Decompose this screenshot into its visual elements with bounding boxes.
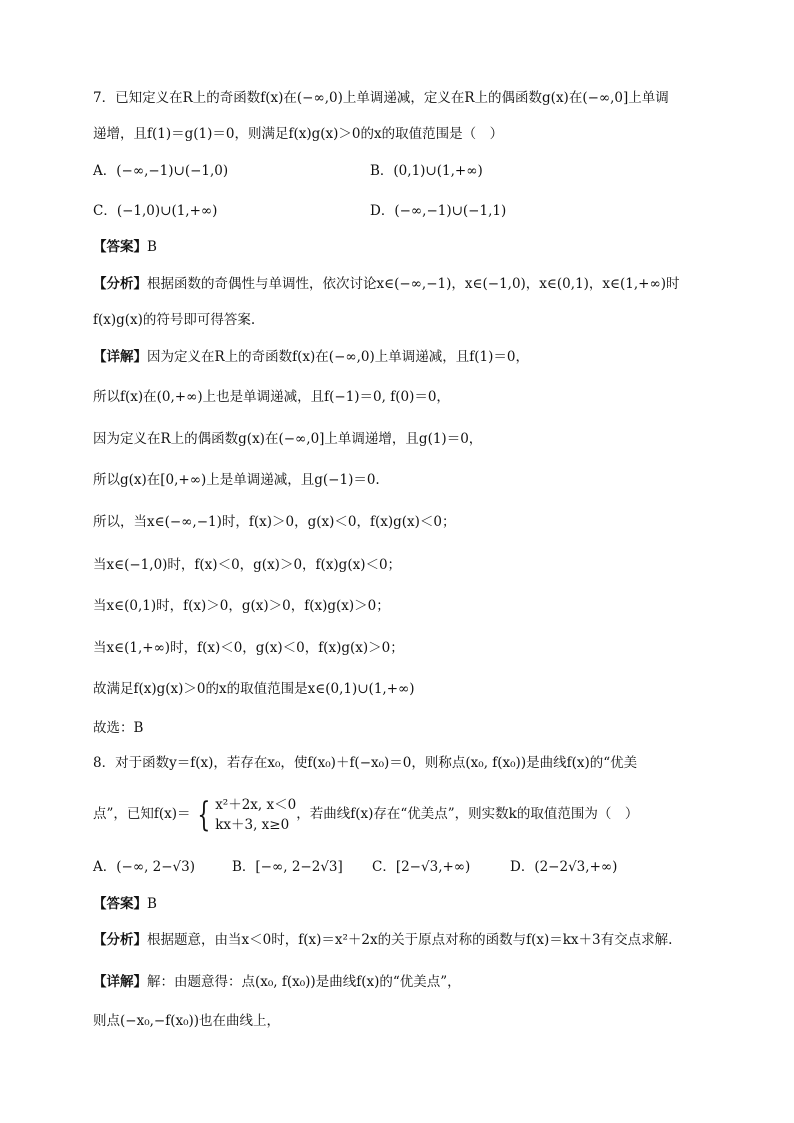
q8-option-c: C．[2−√3,+∞) (372, 859, 471, 875)
q7-stem-line1: 7．已知定义在R上的奇函数f(x)在(−∞,0)上单调递减，定义在R上的偶函数g(x)在(−∞,0]上单调 (93, 90, 669, 106)
q7-detail-line9: 故满足f(x)g(x)＞0的x的取值范围是x∈(0,1)∪(1,+∞) (93, 681, 415, 697)
case-1: x²＋2x, x＜0 (215, 796, 297, 813)
q7-analysis-line1 (93, 274, 680, 294)
q7-detail-line2: 所以f(x)在(0,+∞)上也是单调递减，且f(−1)＝0, f(0)＝0， (93, 389, 450, 405)
q7-detail-line10: 故选：B (93, 720, 144, 736)
q8-analysis (93, 930, 672, 950)
q7-detail-line4: 所以g(x)在[0,+∞)上是单调递减，且g(−1)＝0. (93, 472, 380, 488)
q8-detail-line2: 则点(−x₀,−f(x₀))也在曲线上， (93, 1013, 281, 1029)
analysis-tag: 【分析】 (93, 276, 147, 292)
q7-detail-line3: 因为定义在R上的偶函数g(x)在(−∞,0]上单调递增，且g(1)＝0， (93, 431, 483, 447)
piecewise-brace: { (196, 794, 210, 835)
q8-option-b: B．[−∞, 2−2√3] (232, 859, 343, 875)
q8-stem-suffix: ，若曲线f(x)存在“优美点”，则实数k的取值范围为（ ） (296, 806, 639, 822)
q7-stem-line2: 递增，且f(1)＝g(1)＝0，则满足f(x)g(x)＞0的x的取值范围是（ ） (93, 126, 504, 142)
q7-option-c: C．(−1,0)∪(1,+∞) (93, 203, 218, 219)
answer-value: B (147, 896, 157, 912)
q7-detail-line5: 所以，当x∈(−∞,−1)时，f(x)＞0，g(x)＜0，f(x)g(x)＜0； (93, 514, 456, 530)
answer-tag: 【答案】 (93, 239, 147, 255)
answer-tag: 【答案】 (93, 896, 147, 912)
analysis-text: 根据题意，由当x＜0时，f(x)＝x²＋2x的关于原点对称的函数与f(x)＝kx＋3有交点求解. (147, 932, 673, 948)
q7-analysis-line2: f(x)g(x)的符号即可得答案. (93, 312, 256, 328)
q8-stem-line2 (93, 794, 638, 835)
q7-detail-line6: 当x∈(−1,0)时，f(x)＜0，g(x)＞0，f(x)g(x)＜0； (93, 557, 402, 573)
q7-option-a: A．(−∞,−1)∪(−1,0) (93, 163, 229, 179)
analysis-tag: 【分析】 (93, 932, 147, 948)
q7-detail-line1 (93, 347, 529, 367)
q7-detail-line7: 当x∈(0,1)时，f(x)＞0，g(x)＞0，f(x)g(x)＞0； (93, 598, 390, 614)
q7-detail-line8: 当x∈(1,+∞)时，f(x)＜0，g(x)＜0，f(x)g(x)＞0； (93, 640, 404, 656)
detail-tag: 【详解】 (93, 974, 147, 990)
q7-option-d: D．(−∞,−1)∪(−1,1) (370, 203, 507, 219)
case-2: kx＋3, x≥0 (215, 816, 290, 833)
analysis-text: 根据函数的奇偶性与单调性，依次讨论x∈(−∞,−1)，x∈(−1,0)，x∈(0,1)，x∈(1,+∞)时 (147, 276, 680, 292)
q8-detail-line1 (93, 972, 461, 992)
piecewise-cases (215, 795, 296, 835)
q8-option-a: A．(−∞, 2−√3) (93, 859, 196, 875)
detail-tag: 【详解】 (93, 349, 147, 365)
q8-option-d: D．(2−2√3,+∞) (510, 859, 618, 875)
q8-stem-prefix: 点”，已知f(x)＝ (93, 806, 191, 822)
q7-answer (93, 237, 157, 257)
q8-stem-line1: 8．对于函数y＝f(x)，若存在x₀，使f(x₀)＋f(−x₀)＝0，则称点(x₀, f(x₀))是曲线f(x)的“优美 (93, 755, 638, 771)
answer-value: B (147, 239, 157, 255)
detail-text: 因为定义在R上的奇函数f(x)在(−∞,0)上单调递减，且f(1)＝0， (147, 349, 529, 365)
q8-answer (93, 894, 157, 914)
q7-option-b: B．(0,1)∪(1,+∞) (370, 163, 483, 179)
detail-text: 解：由题意得：点(x₀, f(x₀))是曲线f(x)的“优美点”， (147, 974, 461, 990)
